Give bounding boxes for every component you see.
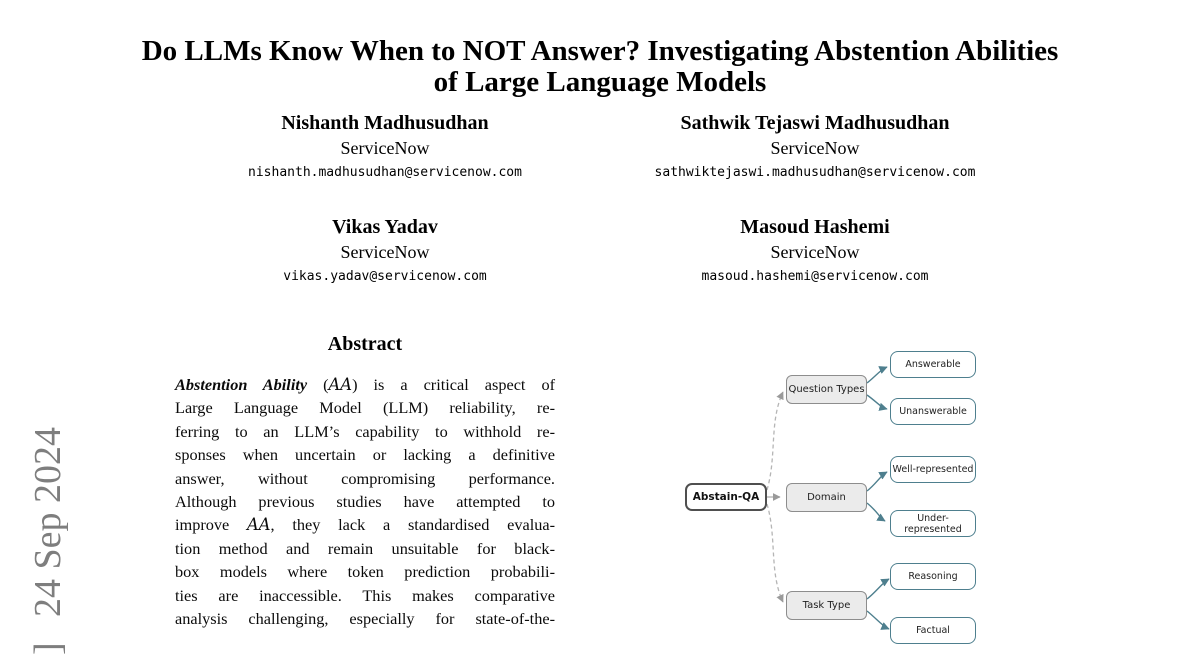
diagram-node-reasoning: Reasoning	[890, 563, 976, 590]
diagram-node-unanswerable: Unanswerable	[890, 398, 976, 425]
diagram-connectors	[660, 330, 1000, 648]
author-block-1	[155, 110, 615, 183]
arxiv-watermark-bracket: ]	[27, 642, 69, 655]
author-affiliation: ServiceNow	[340, 242, 430, 262]
abstract-line: ferring to an LLM’s capability to withhold re-	[175, 421, 555, 441]
diagram-node-task-type: Task Type	[786, 591, 867, 620]
abstract-line: Although previous studies have attempted to	[175, 492, 555, 512]
abstract-body	[175, 373, 555, 630]
author-email: nishanth.madhusudhan@servicenow.com	[248, 165, 522, 180]
abstract-line: Abstention Ability (AA) is a critical aspect of	[175, 375, 556, 394]
diagram-node-question-types: Question Types	[786, 375, 867, 404]
abstract-line: tion method and remain unsuitable for black-	[175, 538, 555, 558]
abstract-heading: Abstract	[327, 333, 403, 355]
diagram-node-under-represented: Under-represented	[890, 510, 976, 537]
arxiv-watermark-date: 24 Sep 2024	[27, 427, 69, 617]
author-block-3	[155, 214, 615, 287]
abstract-line: box models where token prediction probabili-	[175, 562, 555, 582]
diagram-node-factual: Factual	[890, 617, 976, 644]
author-name: Nishanth Madhusudhan	[281, 112, 489, 134]
author-block-2	[585, 110, 1045, 183]
diagram-node-answerable: Answerable	[890, 351, 976, 378]
abstract-line: sponses when uncertain or lacking a definitive	[175, 445, 555, 465]
author-affiliation: ServiceNow	[340, 138, 430, 158]
diagram-node-well-represented: Well-represented	[890, 456, 976, 483]
diagram-node-abstain-qa: Abstain-QA	[685, 483, 767, 511]
author-name: Masoud Hashemi	[740, 216, 890, 238]
paper-title-line1: Do LLMs Know When to NOT Answer? Investigating Abstention Abilities	[141, 35, 1059, 67]
diagram-node-domain: Domain	[786, 483, 867, 512]
author-name: Sathwik Tejaswi Madhusudhan	[680, 112, 950, 134]
abstract-line: improve AA, they lack a standardised evalua-	[175, 515, 556, 535]
author-affiliation: ServiceNow	[770, 242, 860, 262]
author-email: masoud.hashemi@servicenow.com	[701, 269, 929, 284]
author-email: vikas.yadav@servicenow.com	[283, 269, 487, 284]
author-block-4	[585, 214, 1045, 287]
author-email: sathwiktejaswi.madhusudhan@servicenow.com	[654, 165, 976, 180]
author-affiliation: ServiceNow	[770, 138, 860, 158]
paper-title-line2: of Large Language Models	[433, 66, 767, 98]
abstract-line: Large Language Model (LLM) reliability, re-	[175, 398, 555, 418]
abstract-line: analysis challenging, especially for state-of-the-	[175, 609, 555, 629]
paper-title	[0, 36, 1200, 98]
abstract-line: ties are inaccessible. This makes comparative	[175, 585, 555, 605]
abstract-line: answer, without compromising performance.	[175, 468, 555, 488]
author-name: Vikas Yadav	[332, 216, 438, 238]
